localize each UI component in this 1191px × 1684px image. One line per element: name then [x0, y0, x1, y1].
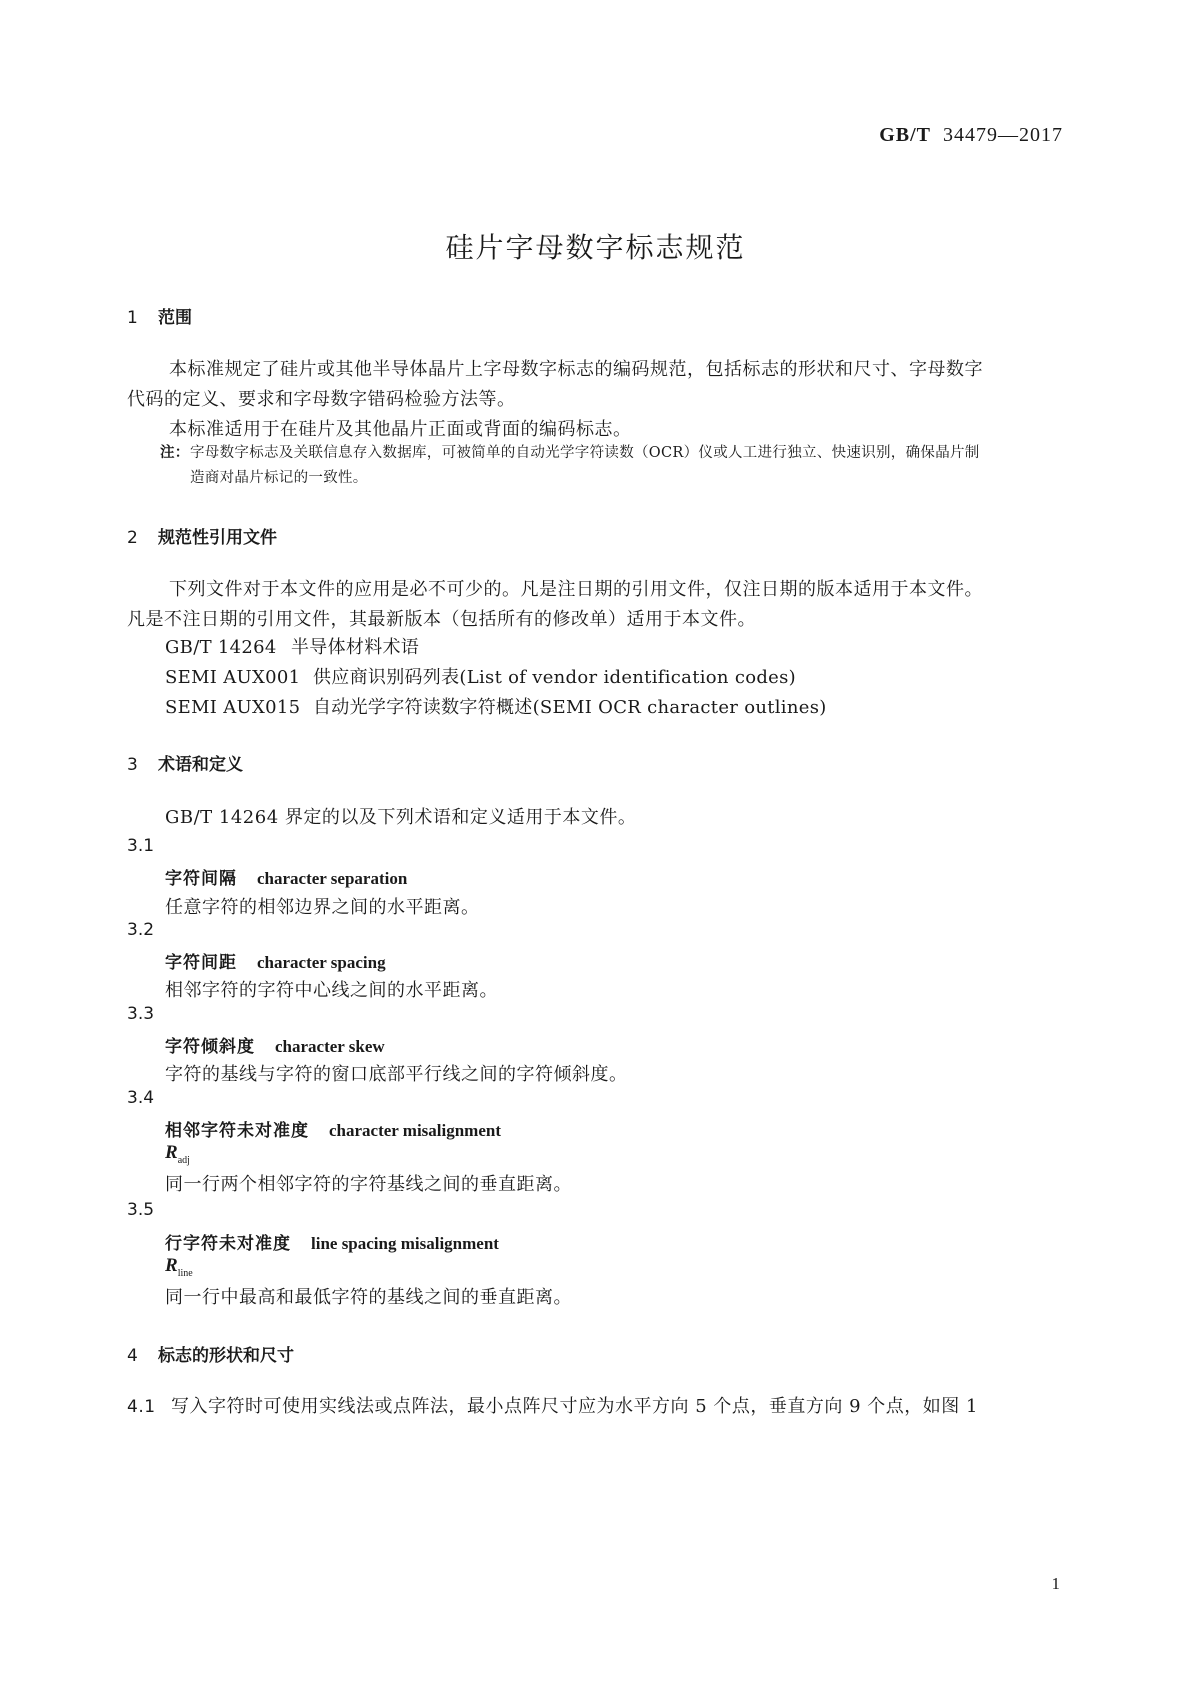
term-en: character misalignment: [329, 1121, 502, 1140]
term-zh: 字符倾斜度: [165, 1037, 255, 1057]
clause-number: 4.1: [127, 1397, 156, 1417]
term-title: [165, 948, 386, 973]
section-title: 标志的形状和尺寸: [158, 1346, 294, 1366]
term-definition: 同一行中最高和最低字符的基线之间的垂直距离。: [165, 1287, 572, 1308]
term-en: character spacing: [257, 953, 386, 972]
symbol-letter: R: [165, 1255, 178, 1276]
term-zh: 相邻字符未对准度: [165, 1121, 309, 1141]
reference-title: 供应商识别码列表(List of vendor identification codes): [313, 667, 796, 688]
term-definition: 任意字符的相邻边界之间的水平距离。: [165, 897, 480, 918]
symbol-subscript: adj: [177, 1154, 190, 1166]
section-number: 2: [127, 528, 138, 548]
reference-code: GB/T 14264: [165, 637, 277, 658]
section-2-heading: [127, 523, 277, 548]
section-3-heading: [127, 750, 243, 775]
reference-list: [165, 633, 827, 723]
reference-title: 自动光学字符读数字符概述(SEMI OCR character outlines): [313, 697, 827, 718]
section-3-intro: GB/T 14264 界定的以及下列术语和定义适用于本文件。: [165, 807, 637, 828]
section-title: 规范性引用文件: [158, 528, 277, 548]
term-en: line spacing misalignment: [311, 1234, 499, 1253]
term-title: [165, 1116, 501, 1141]
term-en: character separation: [257, 869, 408, 888]
section-4-heading: [127, 1341, 294, 1366]
section-number: 4: [127, 1346, 138, 1366]
document-title: 硅片字母数字标志规范: [445, 231, 746, 264]
term-definition: 同一行两个相邻字符的字符基线之间的垂直距离。: [165, 1174, 572, 1195]
standard-code: 34479—2017: [943, 124, 1063, 146]
section-number: 1: [127, 308, 138, 328]
section-title: 术语和定义: [158, 755, 243, 775]
term-title: [165, 1229, 499, 1254]
section-title: 范围: [158, 308, 192, 328]
section-1-heading: [127, 303, 192, 328]
term-symbol: [165, 1142, 190, 1166]
term-number: 3.4: [127, 1088, 155, 1108]
term-zh: 行字符未对准度: [165, 1234, 291, 1254]
reference-code: SEMI AUX015: [165, 697, 301, 718]
reference-title: 半导体材料术语: [291, 637, 420, 658]
term-en: character skew: [275, 1037, 385, 1056]
note-label: 注：: [160, 445, 190, 461]
standard-number: [879, 124, 1063, 147]
note-text: 字母数字标志及关联信息存入数据库，可被简单的自动光学字符读数（OCR）仪或人工进行独立、快速识别，确保晶片制造商对晶片标记的一致性。: [190, 445, 980, 486]
reference-item: [165, 663, 827, 693]
term-zh: 字符间距: [165, 953, 237, 973]
term-title: [165, 1032, 385, 1057]
note: [160, 441, 986, 491]
paragraph: 本标准适用于在硅片及其他晶片正面或背面的编码标志。: [169, 419, 632, 440]
reference-item: [165, 633, 827, 663]
term-number: 3.5: [127, 1200, 155, 1220]
term-number: 3.1: [127, 836, 155, 856]
term-number: 3.2: [127, 920, 155, 940]
term-definition: 字符的基线与字符的窗口底部平行线之间的字符倾斜度。: [165, 1064, 628, 1085]
term-definition: 相邻字符的字符中心线之间的水平距离。: [165, 980, 498, 1001]
section-number: 3: [127, 755, 138, 775]
clause-text: 写入字符时可使用实线法或点阵法，最小点阵尺寸应为水平方向 5 个点，垂直方向 9 个点，如图 1: [171, 1396, 978, 1417]
section-2-body: [127, 575, 985, 635]
page-number: 1: [1051, 1574, 1060, 1593]
reference-code: SEMI AUX001: [165, 667, 301, 688]
term-number: 3.3: [127, 1004, 155, 1024]
section-1-body: [127, 355, 985, 445]
reference-item: [165, 693, 827, 723]
standard-prefix: GB/T: [879, 124, 931, 146]
term-zh: 字符间隔: [165, 869, 237, 889]
term-title: [165, 864, 407, 889]
symbol-subscript: line: [177, 1267, 193, 1279]
paragraph: 下列文件对于本文件的应用是必不可少的。凡是注日期的引用文件，仅注日期的版本适用于本文件。凡是不注日期的引用文件，其最新版本（包括所有的修改单）适用于本文件。: [127, 579, 983, 630]
term-symbol: [165, 1255, 193, 1279]
symbol-letter: R: [165, 1142, 178, 1163]
clause-4-1: [127, 1392, 997, 1422]
paragraph: 本标准规定了硅片或其他半导体晶片上字母数字标志的编码规范，包括标志的形状和尺寸、字母数字代码的定义、要求和字母数字错码检验方法等。: [127, 359, 983, 410]
